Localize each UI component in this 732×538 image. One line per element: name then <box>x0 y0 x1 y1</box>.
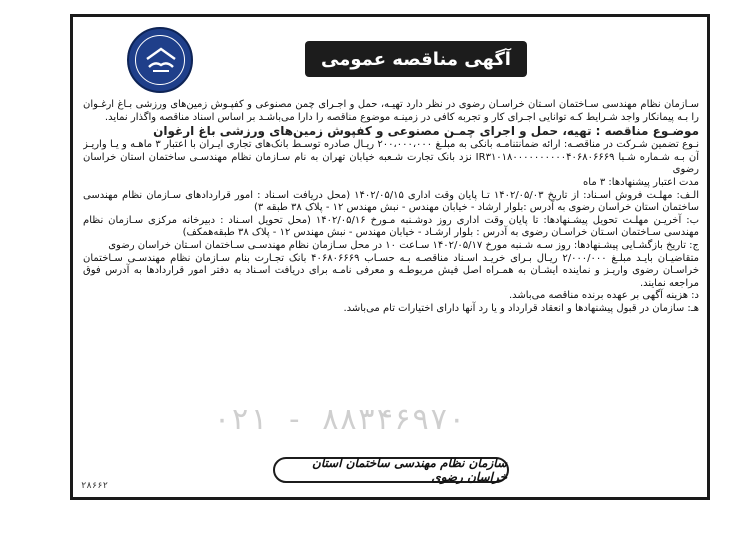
sale-deadline-paragraph: الـف: مهلـت فروش اسـناد: از تاریخ ۱۴۰۲/۰۵/۰۳ تـا پایان وقت اداری ۱۴۰۲/۰۵/۱۵ (محل دریافت اسـناد : امور قراردادهای سـازمان نظام مهندسی ساختمان استان خراسان رضوی به آدرس :بلوار ارشاد - خیابان مهندس - نبش مهندس ۱۲ - پلاک ۳۸ طبقه ۳) <box>83 189 699 214</box>
validity-paragraph: مدت اعتبار پیشنهادها: ۳ ماه <box>583 176 699 188</box>
organization-logo <box>127 27 193 93</box>
ad-code: ۲۸۶۶۲ <box>81 481 109 491</box>
tender-advertisement <box>70 14 710 500</box>
footer-label: سازمان نظام مهندسی ساختمان استان خراسان رضوی <box>312 456 507 484</box>
opening-date-paragraph: ج: تاریخ بازگشـایی پیشـنهادها: روز سـه شـنبه مورخ ۱۴۰۲/۰۵/۱۷ سـاعت ۱۰ در محل سـازمان نظام مهندسـی سـاختمان اسـتان خراسان رضوی <box>108 239 699 251</box>
ad-title: آگهی مناقصه عمومی <box>321 48 511 70</box>
tender-subject: موضـوع مناقصه : تهیه، حمل و اجرای چمـن مصنوعی و کفپوش زمین‌های ورزشی باغ ارغوان <box>153 124 699 139</box>
ad-cost-paragraph: د: هزینه آگهی بر عهده برنده مناقصه می‌باشد. <box>508 290 699 302</box>
intro-paragraph: سـازمان نظام مهندسی سـاختمان اسـتان خراسـان رضوی در نظر دارد تهیـه، حمل و اجـرای چمن مصنوعی و کفپـوش زمین‌های ورزشی بـاغ ارغـوان را بـه پیمانکار واجد شـرایط کـه توانایی اجـرای کار و تجربه کافی در زمینـه موضوع مناقصه را دارا می‌باشـد بر اساس اسناد مناقصه واگذار نماید. <box>83 99 699 123</box>
rights-paragraph: هـ: سازمان در قبول پیشنهادها و انعقاد قرارداد و یا رد آنها دارای اختیارات تام می‌باشد. <box>343 302 699 314</box>
ad-body <box>83 99 699 449</box>
phone-watermark: ۰۲۱ - ۸۸۳۴۶۹۷۰ <box>213 402 466 437</box>
payment-paragraph: متقاضیـان بایـد مبلـغ ۲/۰۰۰/۰۰۰ ریـال بـرای خریـد اسـناد مناقصـه بـه حسـاب ۴۰۶۸۰۶۶۶۹ بانک تجـارت بنام سـازمان نظام مهندسـی سـاختمان خراسـان رضوی واریـز و نماینده ایشـان به همـراه اصل فیش مربوطـه و معرفی نامـه برای دریافت اسـناد به دفتر امور قراردادها به آدرس فوق مراجعه نمایند. <box>83 252 699 289</box>
guarantee-paragraph: نـوع تضمین شـرکت در مناقصـه: ارائه ضمانتنامـه بانکی به مبلـغ ۲۰۰،۰۰۰،۰۰۰ ریـال صادره توسـط بانک‌های تجاری ایـران با اعتبار ۳ ماهـه و یـا واریـز آن بـه شـماره شـبا IR۳۱۰۱۸۰۰۰۰۰۰۰۰۰۰۴۰۶۸۰۶۶۶۹ نزد بانک تجارت شـعبه خیابان تهران به نام سـازمان نظام مهندسـی ساختمان استان خراسان رضوی <box>83 139 699 176</box>
footer-organization-name <box>273 457 509 483</box>
title-banner <box>305 41 527 77</box>
handshake-house-icon <box>143 45 179 77</box>
submission-deadline-paragraph: ب: آخریـن مهلـت تحویل پیشـنهادها: تا پایان وقت اداری روز دوشـنبه مـورخ ۱۴۰۲/۰۵/۱۶ (محل تحویل اسـناد : دبیرخانه مرکزی سـازمان نظام مهندسی سـاختمان اسـتان خراسـان رضوی به آدرس : بلوار ارشـاد - خیابان مهندس - نبش مهندس ۱۲ - پلاک ۳۸ طبقه‌همکف) <box>83 214 699 239</box>
